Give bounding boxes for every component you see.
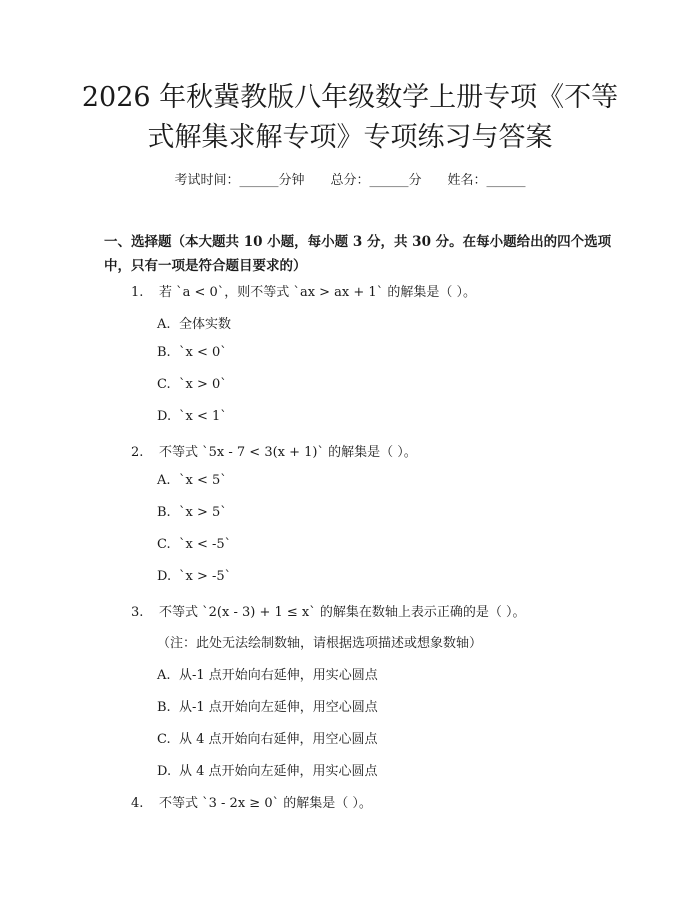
title-line-2: 式解集求解专项》专项练习与答案 [147, 122, 553, 153]
option-2a [157, 473, 227, 488]
option-label: A. [157, 317, 171, 332]
question-text: 不等式 `2(x - 3) + 1 ≤ x` 的解集在数轴上表示正确的是（ ）。 [159, 605, 526, 620]
option-label: B. [157, 345, 171, 360]
question-2 [131, 441, 417, 460]
option-3c [157, 728, 378, 747]
option-2c [157, 537, 231, 552]
option-text: `x < 1` [179, 409, 227, 424]
question-number: 2. [131, 445, 144, 460]
option-label: A. [157, 668, 171, 683]
question-text: 不等式 `5x - 7 < 3(x + 1)` 的解集是（ ）。 [159, 445, 417, 460]
option-1c [157, 377, 227, 392]
option-3a [157, 664, 378, 683]
option-1d [157, 409, 227, 424]
student-name-field: 姓名：______ [447, 173, 526, 188]
exam-meta [0, 169, 700, 188]
option-label: D. [157, 569, 172, 584]
section-heading: 一、选择题（本大题共 10 小题，每小题 3 分，共 30 分。在每小题给出的四个选项中，只有一项是符合题目要求的） [104, 234, 612, 274]
option-label: A. [157, 473, 171, 488]
option-label: C. [157, 732, 171, 747]
question-text: 不等式 `3 - 2x ≥ 0` 的解集是（ ）。 [159, 796, 372, 811]
option-text: `x < 5` [179, 473, 227, 488]
option-label: C. [157, 537, 171, 552]
question-1 [131, 281, 476, 300]
option-text: `x > 0` [179, 377, 227, 392]
option-2d [157, 569, 231, 584]
question-3 [131, 601, 526, 620]
option-text: 从-1 点开始向左延伸，用空心圆点 [179, 700, 378, 715]
question-number: 4. [131, 796, 144, 811]
option-text: 从-1 点开始向右延伸，用实心圆点 [179, 668, 378, 683]
option-text: `x < -5` [179, 537, 232, 552]
question-text: 若 `a < 0`，则不等式 `ax > ax + 1` 的解集是（ ）。 [159, 285, 476, 300]
option-1b [157, 345, 227, 360]
question-number: 3. [131, 605, 144, 620]
option-text: `x > 5` [179, 505, 227, 520]
exam-time-field: 考试时间：______分钟 [174, 173, 305, 188]
document-title [70, 78, 630, 158]
option-text: 全体实数 [179, 317, 232, 332]
option-text: 从 4 点开始向左延伸，用实心圆点 [179, 764, 378, 779]
option-text: `x < 0` [179, 345, 227, 360]
option-1a [157, 313, 231, 332]
option-text: 从 4 点开始向右延伸，用空心圆点 [179, 732, 378, 747]
option-label: B. [157, 505, 171, 520]
question-number: 1. [131, 285, 144, 300]
question-4 [131, 792, 372, 811]
question-3-note: （注：此处无法绘制数轴，请根据选项描述或想象数轴） [157, 636, 483, 651]
title-line-1: 2026 年秋冀教版八年级数学上册专项《不等 [81, 82, 619, 113]
option-label: D. [157, 764, 172, 779]
option-label: B. [157, 700, 171, 715]
option-label: D. [157, 409, 172, 424]
option-text: `x > -5` [179, 569, 232, 584]
option-2b [157, 505, 227, 520]
total-score-field: 总分：______分 [330, 173, 422, 188]
option-3b [157, 696, 378, 715]
option-label: C. [157, 377, 171, 392]
option-3d [157, 760, 378, 779]
